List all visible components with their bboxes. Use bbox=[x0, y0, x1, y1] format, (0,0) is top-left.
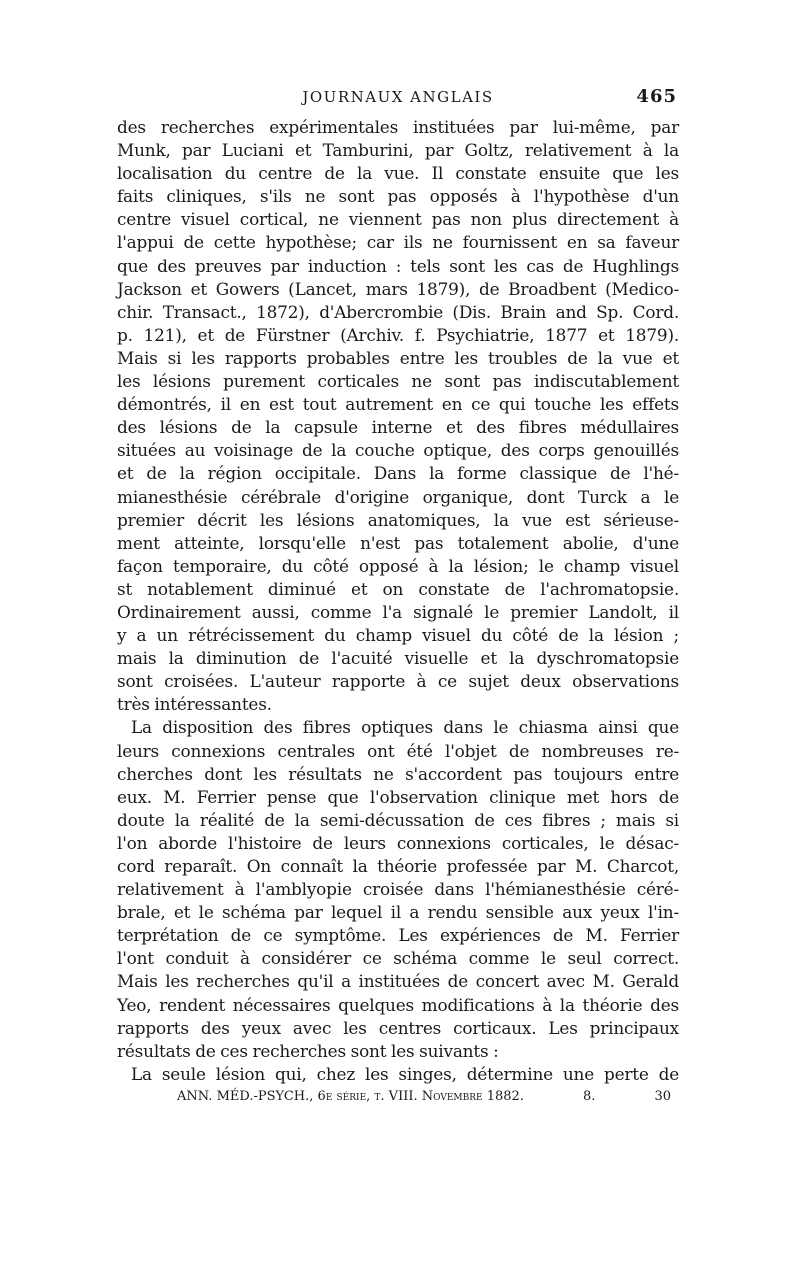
journal-citation: ANN. MÉD.-PSYCH., 6e série, t. VIII. Novembre 1882. bbox=[177, 1088, 524, 1104]
text-line: st notablement diminué et on constate de l'achromatopsie. bbox=[117, 578, 679, 599]
text-line: Mais si les rapports probables entre les troubles de la vue et bbox=[117, 347, 679, 368]
text-line: les lésions purement corticales ne sont pas indiscutablement bbox=[117, 371, 679, 392]
text-line: démontrés, il en est tout autrement en ce qui touche les effets bbox=[117, 394, 679, 415]
text-line: eux. M. Ferrier pense que l'observation clinique met hors de bbox=[117, 786, 679, 807]
text-line: cherches dont les résultats ne s'accordent pas toujours entre bbox=[117, 763, 679, 784]
text-line: l'ont conduit à considérer ce schéma comme le seul correct. bbox=[117, 948, 679, 969]
text-line: très intéressantes. bbox=[117, 694, 272, 715]
text-line: Mais les recherches qu'il a instituées de concert avec M. Gerald bbox=[117, 971, 679, 992]
text-line: centre visuel cortical, ne viennent pas non plus directement à bbox=[117, 209, 679, 230]
text-line: leurs connexions centrales ont été l'objet de nombreuses re- bbox=[117, 740, 679, 761]
text-line: des recherches expérimentales instituées par lui-même, par bbox=[117, 117, 679, 137]
text-line: brale, et le schéma par lequel il a rendu sensible aux yeux l'in- bbox=[117, 902, 679, 923]
text-line: l'on aborde l'histoire de leurs connexions corticales, le désac- bbox=[117, 832, 679, 853]
text-line: mianesthésie cérébrale d'origine organique, dont Turck a le bbox=[117, 486, 679, 507]
page-footer bbox=[117, 1089, 679, 1111]
book-page bbox=[117, 88, 679, 1111]
text-line: faits cliniques, s'ils ne sont pas opposés à l'hypothèse d'un bbox=[117, 186, 679, 207]
text-line: premier décrit les lésions anatomiques, la vue est sérieuse- bbox=[117, 509, 679, 530]
text-line: Yeo, rendent nécessaires quelques modifications à la théorie des bbox=[117, 994, 679, 1015]
text-line: façon temporaire, du côté opposé à la lésion; le champ visuel bbox=[117, 555, 679, 576]
text-line: terprétation de ce symptôme. Les expériences de M. Ferrier bbox=[117, 925, 679, 946]
signature-mark: 8. bbox=[582, 1088, 596, 1104]
text-line: l'appui de cette hypothèse; car ils ne fournissent en sa faveur bbox=[117, 232, 679, 253]
signature-mark: 30 bbox=[654, 1088, 671, 1104]
text-line: y a un rétrécissement du champ visuel du côté de la lésion ; bbox=[117, 625, 679, 646]
text-line: ment atteinte, lorsqu'elle n'est pas totalement abolie, d'une bbox=[117, 532, 679, 553]
page-number: 465 bbox=[636, 86, 677, 107]
text-line: doute la réalité de la semi-décussation de ces fibres ; mais si bbox=[117, 809, 679, 830]
running-title: JOURNAUX ANGLAIS bbox=[302, 88, 494, 106]
text-line: résultats de ces recherches sont les suivants : bbox=[117, 1040, 499, 1061]
text-line: chir. Transact., 1872), d'Abercrombie (Dis. Brain and Sp. Cord. bbox=[117, 301, 679, 322]
text-line: relativement à l'amblyopie croisée dans l'hémianesthésie céré- bbox=[117, 879, 679, 900]
text-line: mais la diminution de l'acuité visuelle et la dyschromatopsie bbox=[117, 648, 679, 669]
text-line: sont croisées. L'auteur rapporte à ce sujet deux observations bbox=[117, 671, 679, 692]
text-line: La seule lésion qui, chez les singes, détermine une perte de bbox=[131, 1063, 679, 1084]
text-line: Jackson et Gowers (Lancet, mars 1879), de Broadbent (Medico- bbox=[117, 278, 679, 299]
text-line: La disposition des fibres optiques dans le chiasma ainsi que bbox=[131, 717, 679, 738]
text-line: Munk, par Luciani et Tamburini, par Goltz, relativement à la bbox=[117, 140, 679, 161]
text-line: des lésions de la capsule interne et des fibres médullaires bbox=[117, 417, 679, 438]
text-line: et de la région occipitale. Dans la forme classique de l'hé- bbox=[117, 463, 679, 484]
text-line: rapports des yeux avec les centres corticaux. Les principaux bbox=[117, 1017, 679, 1038]
text-line: que des preuves par induction : tels sont les cas de Hughlings bbox=[117, 255, 679, 276]
text-line: localisation du centre de la vue. Il constate ensuite que les bbox=[117, 163, 679, 184]
page-header bbox=[117, 88, 679, 116]
body-text bbox=[117, 116, 679, 1086]
text-line: cord reparaît. On connaît la théorie professée par M. Charcot, bbox=[117, 856, 679, 876]
text-line: p. 121), et de Fürstner (Archiv. f. Psychiatrie, 1877 et 1879). bbox=[117, 324, 679, 345]
text-line: situées au voisinage de la couche optique, des corps genouillés bbox=[117, 440, 679, 461]
text-line: Ordinairement aussi, comme l'a signalé le premier Landolt, il bbox=[117, 601, 679, 622]
